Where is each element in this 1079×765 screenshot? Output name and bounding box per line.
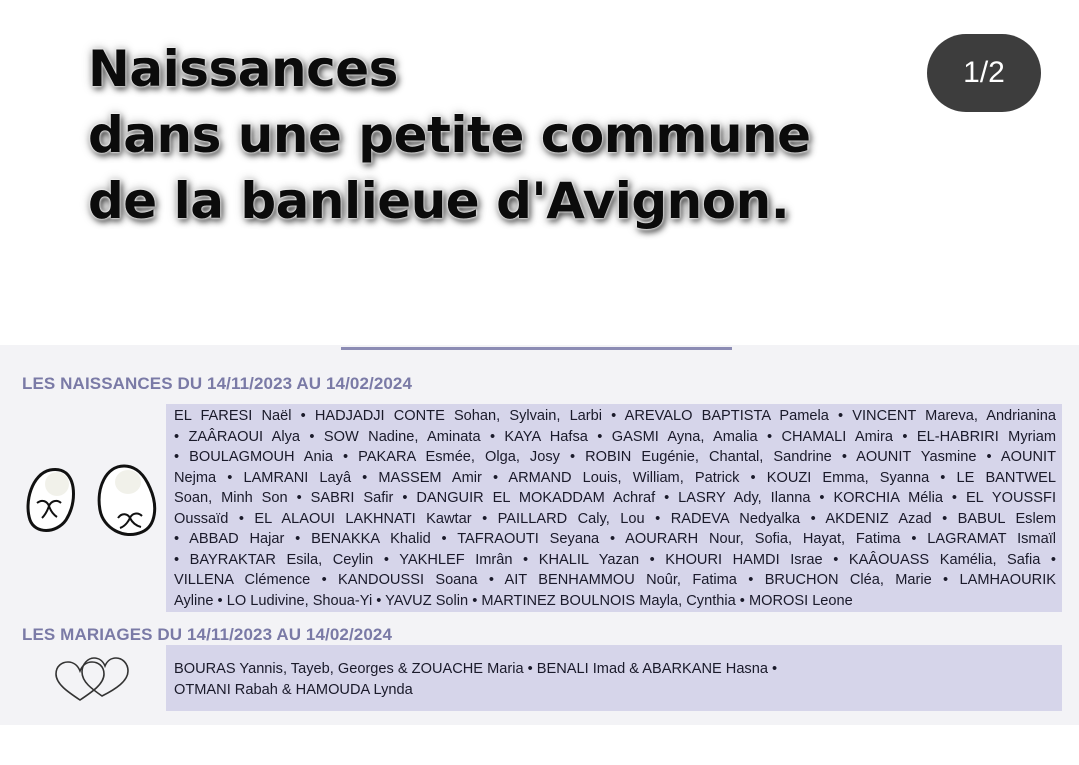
births-line: Nejma • LAMRANI Layâ • MASSEM Amir • ARMAND Louis, William, Patrick • KOUZI Emma, Syanna • LE BANTWEL [174, 469, 1056, 486]
births-line: Oussaïd • EL ALAOUI LAKHNATI Kawtar • PAILLARD Caly, Lou • RADEVA Nedyalka • AKDENIZ Azad • BABUL Eslem [174, 510, 1056, 527]
headline-line-3: de la banlieue d'Avignon. [88, 172, 790, 230]
marriages-section-title: LES MARIAGES DU 14/11/2023 AU 14/02/2024 [22, 625, 392, 644]
divider-rule [341, 347, 732, 350]
baby-shoes-icon [20, 458, 160, 548]
marriages-list-panel [166, 645, 1062, 711]
hearts-icon [50, 652, 134, 706]
births-line: • ABBAD Hajar • BENAKKA Khalid • TAFRAOUTI Seyana • AOURARH Nour, Sofia, Hayat, Fatima • LAGRAMAT Ismaïl [174, 531, 1056, 547]
births-line: EL FARESI Naël • HADJADJI CONTE Sohan, Sylvain, Larbi • AREVALO BAPTISTA Pamela • VINCENT Mareva, Andrianina [174, 408, 1056, 424]
births-line: Soan, Minh Son • SABRI Safir • DANGUIR EL MOKADDAM Achraf • LASRY Ady, Ilanna • KORCHIA Mélia • EL YOUSSFI [174, 490, 1056, 506]
headline-line-2: dans une petite commune [88, 106, 811, 164]
births-line: Ayline • LO Ludivine, Shoua-Yi • YAVUZ Solin • MARTINEZ BOULNOIS Mayla, Cynthia • MOROSI Leone [174, 592, 853, 609]
births-line: VILLENA Clémence • KANDOUSSI Soana • AIT BENHAMMOU Noûr, Fatima • BRUCHON Cléa, Marie • LAMHAOURIK [174, 572, 1056, 588]
page-indicator-badge[interactable]: 1/2 [927, 34, 1041, 112]
headline [88, 36, 988, 234]
marriages-line: OTMANI Rabah & HAMOUDA Lynda [174, 681, 413, 698]
births-section-title: LES NAISSANCES DU 14/11/2023 AU 14/02/2024 [22, 374, 413, 393]
marriages-line: BOURAS Yannis, Tayeb, Georges & ZOUACHE Maria • BENALI Imad & ABARKANE Hasna • [174, 661, 778, 677]
births-list-panel [166, 404, 1062, 612]
births-line: • BOULAGMOUH Ania • PAKARA Esmée, Olga, Josy • ROBIN Eugénie, Chantal, Sandrine • AOUNIT Yasmine • AOUNIT [174, 449, 1056, 465]
births-line: • BAYRAKTAR Esila, Ceylin • YAKHLEF Imrân • KHALIL Yazan • KHOURI HAMDI Israe • KAÂOUASS Kamélia, Safia • [174, 551, 1056, 568]
births-line: • ZAÂRAOUI Alya • SOW Nadine, Aminata • KAYA Hafsa • GASMI Ayna, Amalia • CHAMALI Amira • EL-HABRIRI Myriam [174, 428, 1056, 445]
headline-line-1: Naissances [88, 40, 398, 98]
